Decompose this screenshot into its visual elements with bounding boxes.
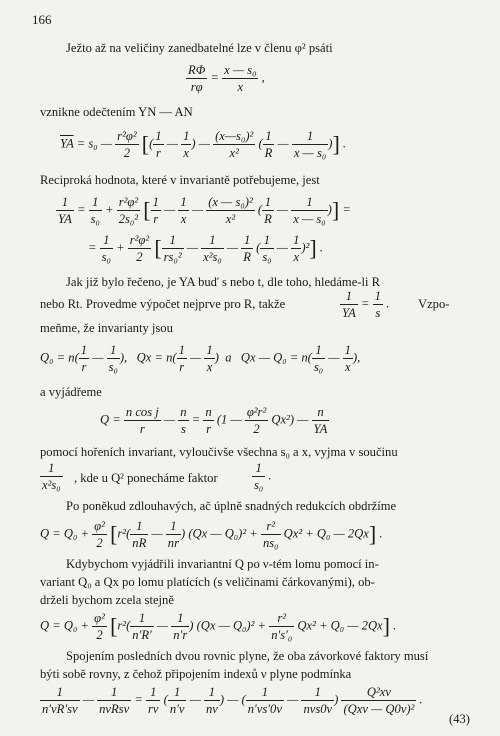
text-line-1: Ježto až na veličiny zanedbatelné lze v členu φ² psáti	[66, 41, 333, 55]
equation-ratio: $\frac{R\Phi}{r\varphi}$ = $\frac{\text{x — s₀}}{x}$ ,	[188, 63, 265, 94]
text-line-11: Po poněkud zdlouhavých, ač úplně snadných redukcích obdržíme	[66, 499, 397, 513]
equation-invariants: Q₀ = n( $\frac{1}{r}$ — $\frac{1}{\text{s₀}}$ ), Qx = n( $\frac{1}{r}$ — $\frac{1}{x}$ ) a Qx — Q₀ = n( $\frac{1}{\text{s₀}}$ — $\frac{1}{x}$ ),	[40, 343, 361, 374]
equation-reciprocal-2: = $\frac{1}{\text{s₀}}$ + $\frac{\text{r²φ²}}{2}$ [ $\frac{1}{\text{rs₀²}}$ — $\frac{1}{\text{x²s₀}}$ — $\frac{1}{R}$ ( $\frac{1}{\text{s₀}}$ — $\frac{1}{x}$ )²] .	[88, 233, 323, 264]
equation-q-result: Q = Q₀ + $\frac{\text{φ²}}{2}$ [r²( $\frac{1}{nR}$ — $\frac{1}{nr}$ ) (Qx — Q₀)² + $\frac{\text{r²}}{\text{ns₀}}$ Qx² + Q₀ — 2Qx] .	[40, 519, 383, 550]
inline-frac-ya-s: $\frac{1}{YA}$ = $\frac{1}{s}$ .	[342, 289, 390, 320]
text-line-14: drželi bychom zcela stejně	[40, 593, 174, 607]
text-line-10: , kde u Q² ponecháme faktor	[74, 471, 218, 485]
inline-frac-s0: $\frac{1}{\text{s₀}}$ .	[254, 461, 272, 492]
text-line-4: Jak již bylo řečeno, je YA buď s nebo t, dle toho, hledáme-li R	[66, 275, 381, 289]
equation-number: (43)	[449, 712, 470, 726]
text-line-16: býti sobě rovny, z čehož připojením indexů ν plyne podmínka	[40, 667, 352, 681]
equation-reciprocal-1: $\frac{1}{YA}$ = $\frac{1}{\text{s₀}}$ + $\frac{\text{r²φ²}}{\text{2s₀²}}$ [ $\frac{1}{r}$ — $\frac{1}{x}$ — $\frac{\text{(x — s₀)²}}{\text{x²}}$ ( $\frac{1}{R}$ — $\frac{1}{\text{x — s₀}}$ )] =	[58, 195, 351, 226]
text-line-3: Reciproká hodnota, které v invariantě potřebujeme, jest	[40, 173, 320, 187]
equation-ya: $\overline{YA} = s_0$ — $\frac{\text{r²φ²}}{2}$ [( $\frac{1}{r}$ — $\frac{1}{x}$ ) — $\frac{\text{(x—s₀)²}}{\text{x²}}$ ( $\frac{1}{R}$ — $\frac{1}{\text{x — s₀}}$ )] .	[60, 129, 347, 160]
text-line-12: Kdybychom vyjádřili invariantní Q po ν-tém lomu pomocí in-	[66, 557, 379, 571]
text-line-9: pomocí hořeních invariant, vyloučivše všechna s₀ a x, vyjma v součinu	[40, 445, 398, 459]
inline-frac-x2s0: $\frac{1}{\text{x²s₀}}$	[42, 461, 61, 492]
equation-q-prime: Q = Q₀ + $\frac{\text{φ²}}{2}$ [r²( $\frac{1}{n'R'}$ — $\frac{1}{n'r}$ ) (Qx — Q₀)² + $\frac{\text{r²}}{\text{n′s′₀}}$ Qx² + Q₀ — 2Qx] .	[40, 611, 397, 642]
equation-condition: $\frac{1}{n'\nu R's\nu}$ — 1 nνRsν = $\frac{1}{r\nu}$ ( $\frac{1}{n'\nu}$ — $\frac{1}{n\nu}$ ) — ( $\frac{1}{n'\nu s'0\nu}$ — 1 nνs0ν ) Q²xν (Qxν — Q0ν)² .	[42, 685, 423, 716]
text-line-6: Vzpo-	[418, 297, 450, 311]
text-line-15: Spojením posledních dvou rovnic plyne, že oba závorkové faktory musí	[66, 649, 429, 663]
text-line-13: variant Q₀ a Qx po lomu platících (s veličinami čárkovanými), ob-	[40, 575, 375, 589]
text-line-5: nebo Rt. Provedme výpočet nejprve pro R, takže	[40, 297, 286, 311]
text-line-7: meňme, že invarianty jsou	[40, 321, 173, 335]
equation-q-bar: Q = $\frac{\text{n cos j}}{r}$ — $\frac{n}{s}$ = $\frac{n}{r}$ (1 — $\frac{\text{φ²r²}}{2}$ Qx²) — $\frac{n}{YA}$	[100, 405, 328, 436]
text-line-2: vznikne odečtením YN — AN	[40, 105, 193, 119]
page-number: 166	[32, 12, 52, 27]
text-line-8: a vyjádřeme	[40, 385, 102, 399]
